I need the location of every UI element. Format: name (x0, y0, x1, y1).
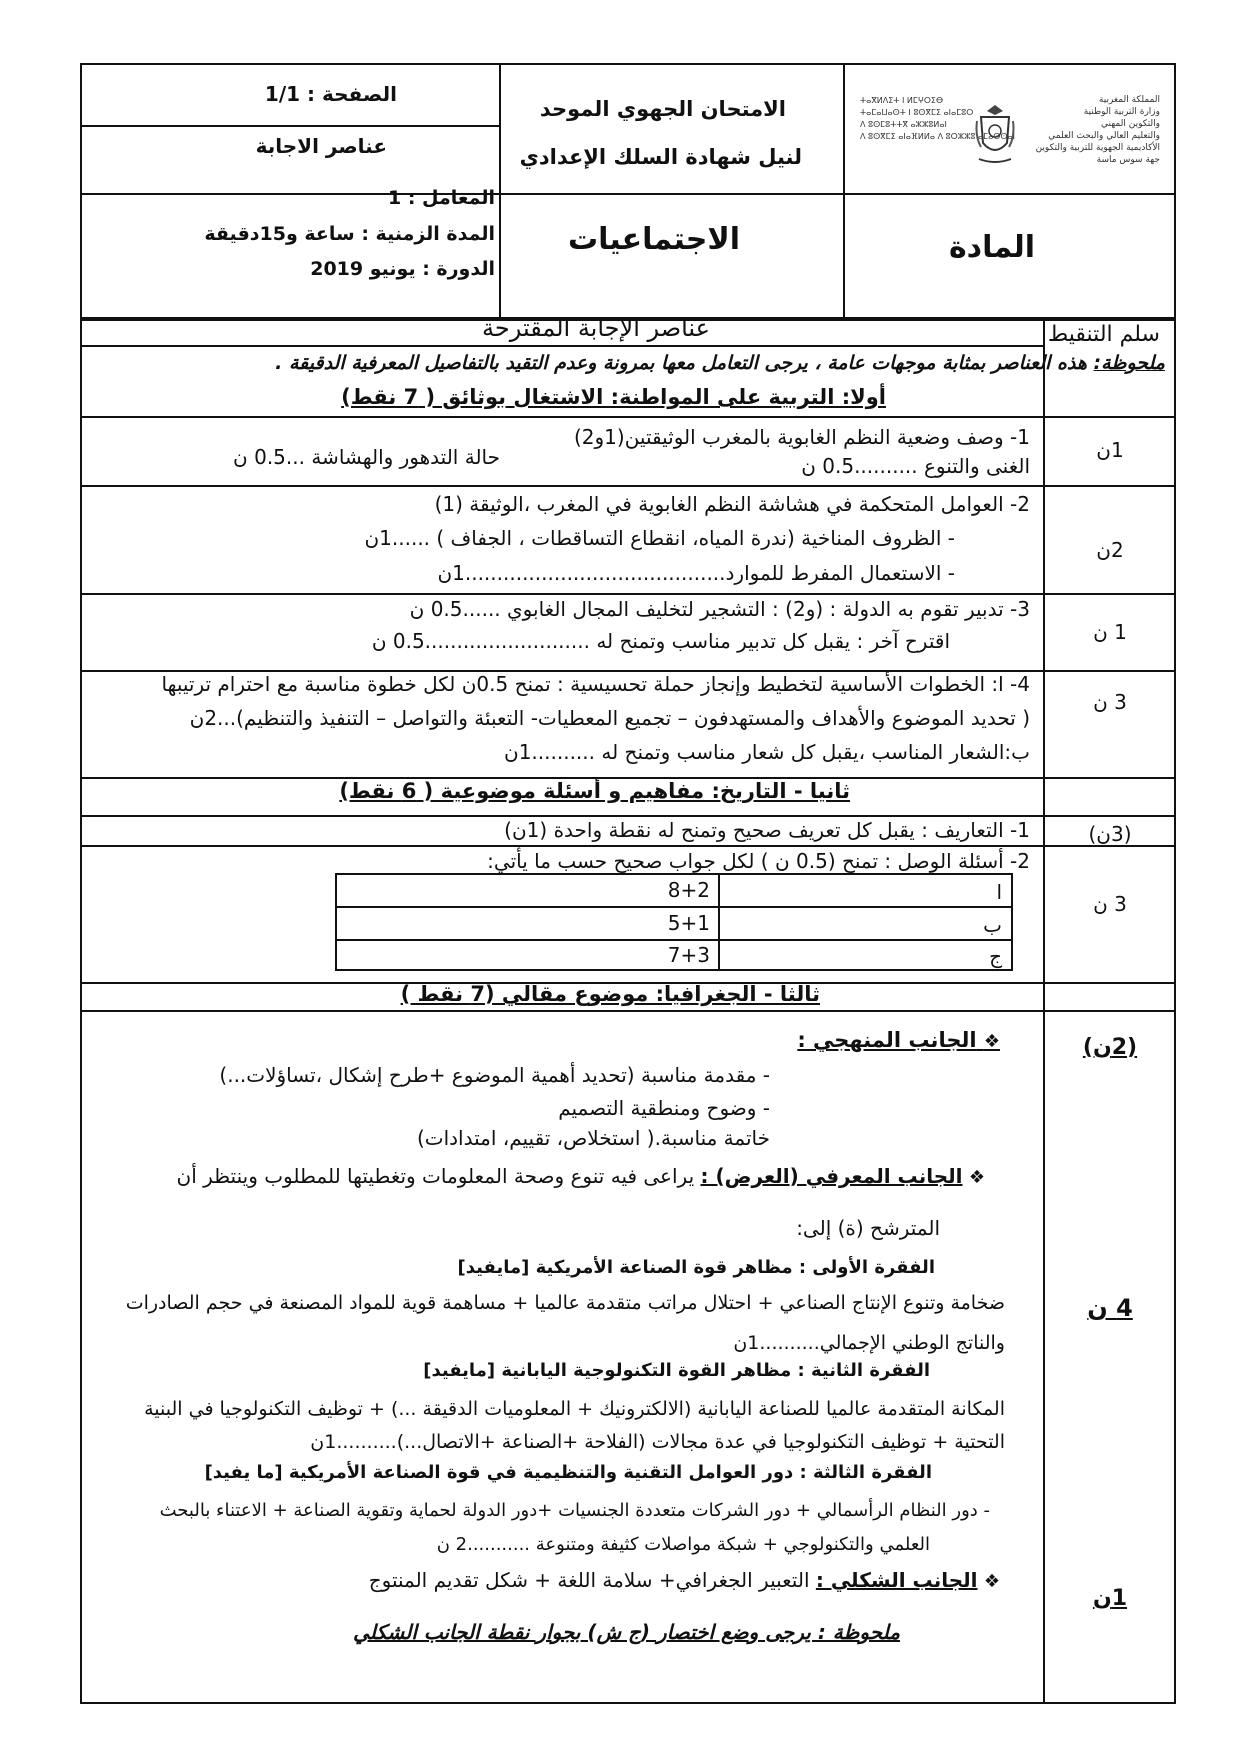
paragraph3-line2: العلمي والتكنولوجي + شبكة مواصلات كثيفة ومتنوعة ...........2 ن (436, 1534, 930, 1555)
coefficient: المعامل : 1 (387, 187, 495, 209)
section2-title: ثانيا - التاريخ: مفاهيم و أسئلة موضوعية ( 6 نقط) (339, 779, 850, 803)
paragraph3-line1: - دور النظام الرأسمالي + دور الشركات متعددة الجنسيات +دور الدولة لحماية وتقوية الصناعة + الاعتناء بالبحث (159, 1500, 990, 1521)
s1-q4: 4- ا: الخطوات الأساسية لتخطيط وإنجاز حملة تحسيسية : تمنح 0.5ن لكل خطوة مناسبة مع احترام ترتيبها (161, 672, 1030, 696)
paragraph2-title: الفقرة الثانية : مظاهر القوة التكنولوجية اليابانية [مايفيد] (423, 1360, 930, 1381)
s1-q1: 1- وصف وضعية النظم الغابوية بالمغرب الوثيقتين(1و2) (573, 425, 1030, 449)
grading-scale-heading: سلم التنقيط (1047, 322, 1160, 347)
page-number: الصفحة : 1/1 (264, 82, 397, 106)
s1-q3-a: اقترح آخر : يقبل كل تدبير مناسب وتمنح له ..........................0.5 ن (371, 629, 950, 653)
match-row-answer: 7+3 (667, 943, 710, 967)
final-note: ملحوظة : يرجى وضع اختصار (ج ش) بجوار نقطة الجانب الشكلي (353, 1620, 900, 1644)
s1-q4-b: ب:الشعار المناسب ،يقبل كل شعار مناسب وتمنح له ..........1ن (504, 740, 1030, 764)
s1-q1-a: الغنى والتنوع ..........0.5 ن (801, 454, 1030, 478)
method-title: ❖ الجانب المنهجي : (797, 1028, 1000, 1052)
general-note: ملحوظة: هذه العناصر بمثابة موجهات عامة ، يرجى التعامل معها بمرونة وعدم التقيد بالتفاصيل المعرفية الدقيقة . (275, 352, 1165, 374)
subject-label: المادة (948, 230, 1035, 265)
paragraph1-title: الفقرة الأولى : مظاهر قوة الصناعة الأمريكية [مايفيد] (457, 1257, 935, 1278)
s1-q2-b: - الاستعمال المفرط للموارد.........................................1ن (437, 561, 955, 585)
s1-q4-mark: 3 ن (1093, 690, 1127, 714)
duration: المدة الزمنية : ساعة و15دقيقة (204, 223, 495, 245)
subject-value: الاجتماعيات (567, 222, 740, 257)
section3-title: ثالثا - الجغرافيا: موضوع مقالي (7 نقط ) (400, 982, 820, 1006)
diamond-bullet-icon: ❖ (968, 1167, 985, 1188)
answer-key-page: الصفحة : 1/1 عناصر الاجابة الامتحان الجهوي الموحد لنيل شهادة السلك الإعدادي ⵜⴰⴳⵍⴷⵉⵜ ⵏ ⵍⵎⵖⵔⵉⴱ ⵜⴰⵎⴰⵡⴰⵙⵜ ⵏ ⵓⵙⴳⵎⵉ ⴰⵏⴰⵎⵓⵔ ⴷ ⵓⵙⵎⵓⵜⵜⴳ ⴰⵣⵣⵓⵍⴰⵏ ⴷ ⵓⵙⴳⵎⵉ ⴰⵏⴰⴼⵍⵍⴰ ⴷ ⵓⵔⵣⵣⵓ ⴰⵎⴰⵙⵙⴰⵏ المملكة المغربية وزارة التربية الوطنية والتكوين المهني والتعليم العالي والبحث العلمي الأكاديمية الجهوية للتربية والتكوين جهة سوس ماسة المعامل : 1 المدة الزمنية : ساعة و15دقيقة الدورة : يونيو 2019 الاجتماعيات المادة عناصر الإجابة المقترحة سلم التنقيط ملحوظة: هذه العناصر بمثابة موجهات عامة ، يرجى التعامل معها بمرونة وعدم التقيد بالتفاصيل المعرفية الدقيقة . أولا: التربية على المواطنة: الاشتغال بوثائق ( 7 نقط) 1- وصف وضعية النظم الغابوية بالمغرب الوثيقتين(1و2) الغنى والتنوع ..........0.5 ن حالة التدهور والهشاشة ...0.5 ن 1ن 2- العوامل المتحكمة في هشاشة النظم الغابوية في المغرب ،الوثيقة (1) - الظروف المناخية (ندرة المياه، انقطاع التساقطات ، الجفاف ) ......1ن - الاستعمال المفرط للموارد.........................................1ن 2ن 3- تدبير تقوم به الدولة : (و2) : التشجير لتخليف المجال الغابوي ......0.5 ن اقترح آخر : يقبل كل تدبير مناسب وتمنح له ..........................0.5 ن 1 ن 4- ا: الخطوات الأساسية لتخطيط وإنجاز حملة تحسيسية : تمنح 0.5ن لكل خطوة مناسبة مع احترام ترتيبها ( تحديد الموضوع والأهداف والمستهدفون – تجميع المعطيات- التعبئة والتواصل – التنفيذ والتنظيم)...2ن ب:الشعار المناسب ،يقبل كل شعار مناسب وتمنح له ..........1ن 3 ن ثانيا - التاريخ: مفاهيم و أسئلة موضوعية ( 6 نقط) 1- التعاريف : يقبل كل تعريف صحيح وتمنح له نقطة واحدة (1ن) (3ن) 2- أسئلة الوصل : تمنح (0.5 ن ) لكل جواب صحيح حسب ما يأتي: 3 ن ا 8+2 ب 5+1 ج 7+3 ثالثا - الجغرافيا: موضوع مقالي (7 نقط ) ❖ الجانب المنهجي : (2ن) - مقدمة مناسبة (تحديد أهمية الموضوع +طرح إشكال ،تساؤلات...) - وضوح ومنطقية التصميم خاتمة مناسبة.( استخلاص، تقييم، امتدادات) ❖ الجانب المعرفي (العرض) : يراعى فيه تنوع وصحة المعلومات وتغطيتها للمطلوب وينتظر أن المترشح (ة) إلى: 4 ن الفقرة الأولى : مظاهر قوة الصناعة الأمريكية [مايفيد] ضخامة وتنوع الإنتاج الصناعي + احتلال مراتب متقدمة عالميا + مساهمة قوية للمواد المصنعة في حجم الصادرات والناتج الوطني الإجمالي..........1ن الفقرة الثانية : مظاهر القوة التكنولوجية اليابانية [مايفيد] المكانة المتقدمة عالميا للصناعة اليابانية (الالكترونيك + المعلوميات الدقيقة ...) + توظيف التكنولوجيا في البنية التحتية + توظيف التكنولوجيا في عدة مجالات (الفلاحة +الصناعة +الاتصال...)..........1ن الفقرة الثالثة : دور العوامل التقنية والتنظيمية في قوة الصناعة الأمريكية [ما يفيد] - دور النظام الرأسمالي + دور الشركات متعددة الجنسيات +دور الدولة لحماية وتقوية الصناعة + الاعتناء بالبحث العلمي والتكنولوجي + شبكة مواصلات كثيفة ومتنوعة ...........2 ن ❖ الجانب الشكلي : التعبير الجغرافي+ سلامة اللغة + شكل تقديم المنتوج 1ن ملحوظة : يرجى وضع اختصار (ج ش) بجوار نقطة الجانب الشكلي (0, 0, 1240, 1754)
knowledge-line: ❖ الجانب المعرفي (العرض) : يراعى فيه تنوع وصحة المعلومات وتغطيتها للمطلوب وينتظر أن (176, 1164, 985, 1188)
section1-title: أولا: التربية على المواطنة: الاشتغال بوثائق ( 7 نقط) (341, 385, 886, 409)
s2-q1: 1- التعاريف : يقبل كل تعريف صحيح وتمنح له نقطة واحدة (1ن) (504, 818, 1030, 842)
match-row-letter: ا (996, 880, 1002, 904)
match-row-answer: 5+1 (667, 911, 710, 935)
s2-q1-mark: (3ن) (1088, 822, 1132, 846)
match-row-letter: ج (989, 944, 1002, 968)
method-item-2: - وضوح ومنطقية التصميم (558, 1096, 770, 1120)
s2-q2: 2- أسئلة الوصل : تمنح (0.5 ن ) لكل جواب صحيح حسب ما يأتي: (487, 849, 1030, 873)
exam-subtitle: لنيل شهادة السلك الإعدادي (519, 145, 802, 169)
method-item-1: - مقدمة مناسبة (تحديد أهمية الموضوع +طرح إشكال ،تساؤلات...) (219, 1063, 770, 1087)
exam-title: الامتحان الجهوي الموحد (539, 97, 786, 121)
answer-elements-label: عناصر الاجابة (255, 134, 387, 158)
method-mark: (2ن) (1082, 1035, 1138, 1060)
s1-q1-b: حالة التدهور والهشاشة ...0.5 ن (233, 445, 500, 469)
s1-q3-mark: 1 ن (1093, 620, 1127, 644)
s1-q3: 3- تدبير تقوم به الدولة : (و2) : التشجير لتخليف المجال الغابوي ......0.5 ن (409, 597, 1030, 621)
match-row-letter: ب (983, 913, 1002, 937)
diamond-bullet-icon: ❖ (983, 1571, 1000, 1592)
s1-q2: 2- العوامل المتحكمة في هشاشة النظم الغابوية في المغرب ،الوثيقة (1) (434, 492, 1030, 516)
knowledge-mark: 4 ن (1087, 1294, 1133, 1322)
proposed-elements-heading: عناصر الإجابة المقترحة (482, 314, 710, 342)
paragraph1-line2: والناتج الوطني الإجمالي..........1ن (733, 1332, 1005, 1354)
form-mark: 1ن (1092, 1586, 1128, 1611)
method-item-3: خاتمة مناسبة.( استخلاص، تقييم، امتدادات) (416, 1126, 770, 1150)
s1-q2-mark: 2ن (1096, 538, 1124, 562)
form-line: ❖ الجانب الشكلي : التعبير الجغرافي+ سلامة اللغة + شكل تقديم المنتوج (368, 1568, 1000, 1592)
candidate-line: المترشح (ة) إلى: (796, 1216, 940, 1240)
paragraph2-line1: المكانة المتقدمة عالميا للصناعة اليابانية (الالكترونيك + المعلوميات الدقيقة ...) + توظيف التكنولوجيا في البنية (144, 1398, 1005, 1420)
s2-q2-mark: 3 ن (1093, 892, 1127, 916)
paragraph1-line1: ضخامة وتنوع الإنتاج الصناعي + احتلال مراتب متقدمة عالميا + مساهمة قوية للمواد المصنعة في حجم الصادرات (125, 1292, 1005, 1314)
match-row-answer: 8+2 (667, 878, 710, 902)
session: الدورة : يونيو 2019 (310, 258, 495, 280)
s1-q4-a: ( تحديد الموضوع والأهداف والمستهدفون – تجميع المعطيات- التعبئة والتواصل – التنفيذ والتنظيم)...2ن (189, 706, 1030, 730)
coat-of-arms-icon (973, 103, 1017, 167)
paragraph2-line2: التحتية + توظيف التكنولوجيا في عدة مجالات (الفلاحة +الصناعة +الاتصال...)..........1ن (310, 1431, 1005, 1453)
s1-q2-a: - الظروف المناخية (ندرة المياه، انقطاع التساقطات ، الجفاف ) ......1ن (364, 526, 955, 550)
paragraph3-title: الفقرة الثالثة : دور العوامل التقنية والتنظيمية في قوة الصناعة الأمريكية [ما يفيد] (204, 1462, 932, 1483)
s1-q1-mark: 1ن (1096, 438, 1124, 462)
diamond-bullet-icon: ❖ (983, 1031, 1000, 1052)
